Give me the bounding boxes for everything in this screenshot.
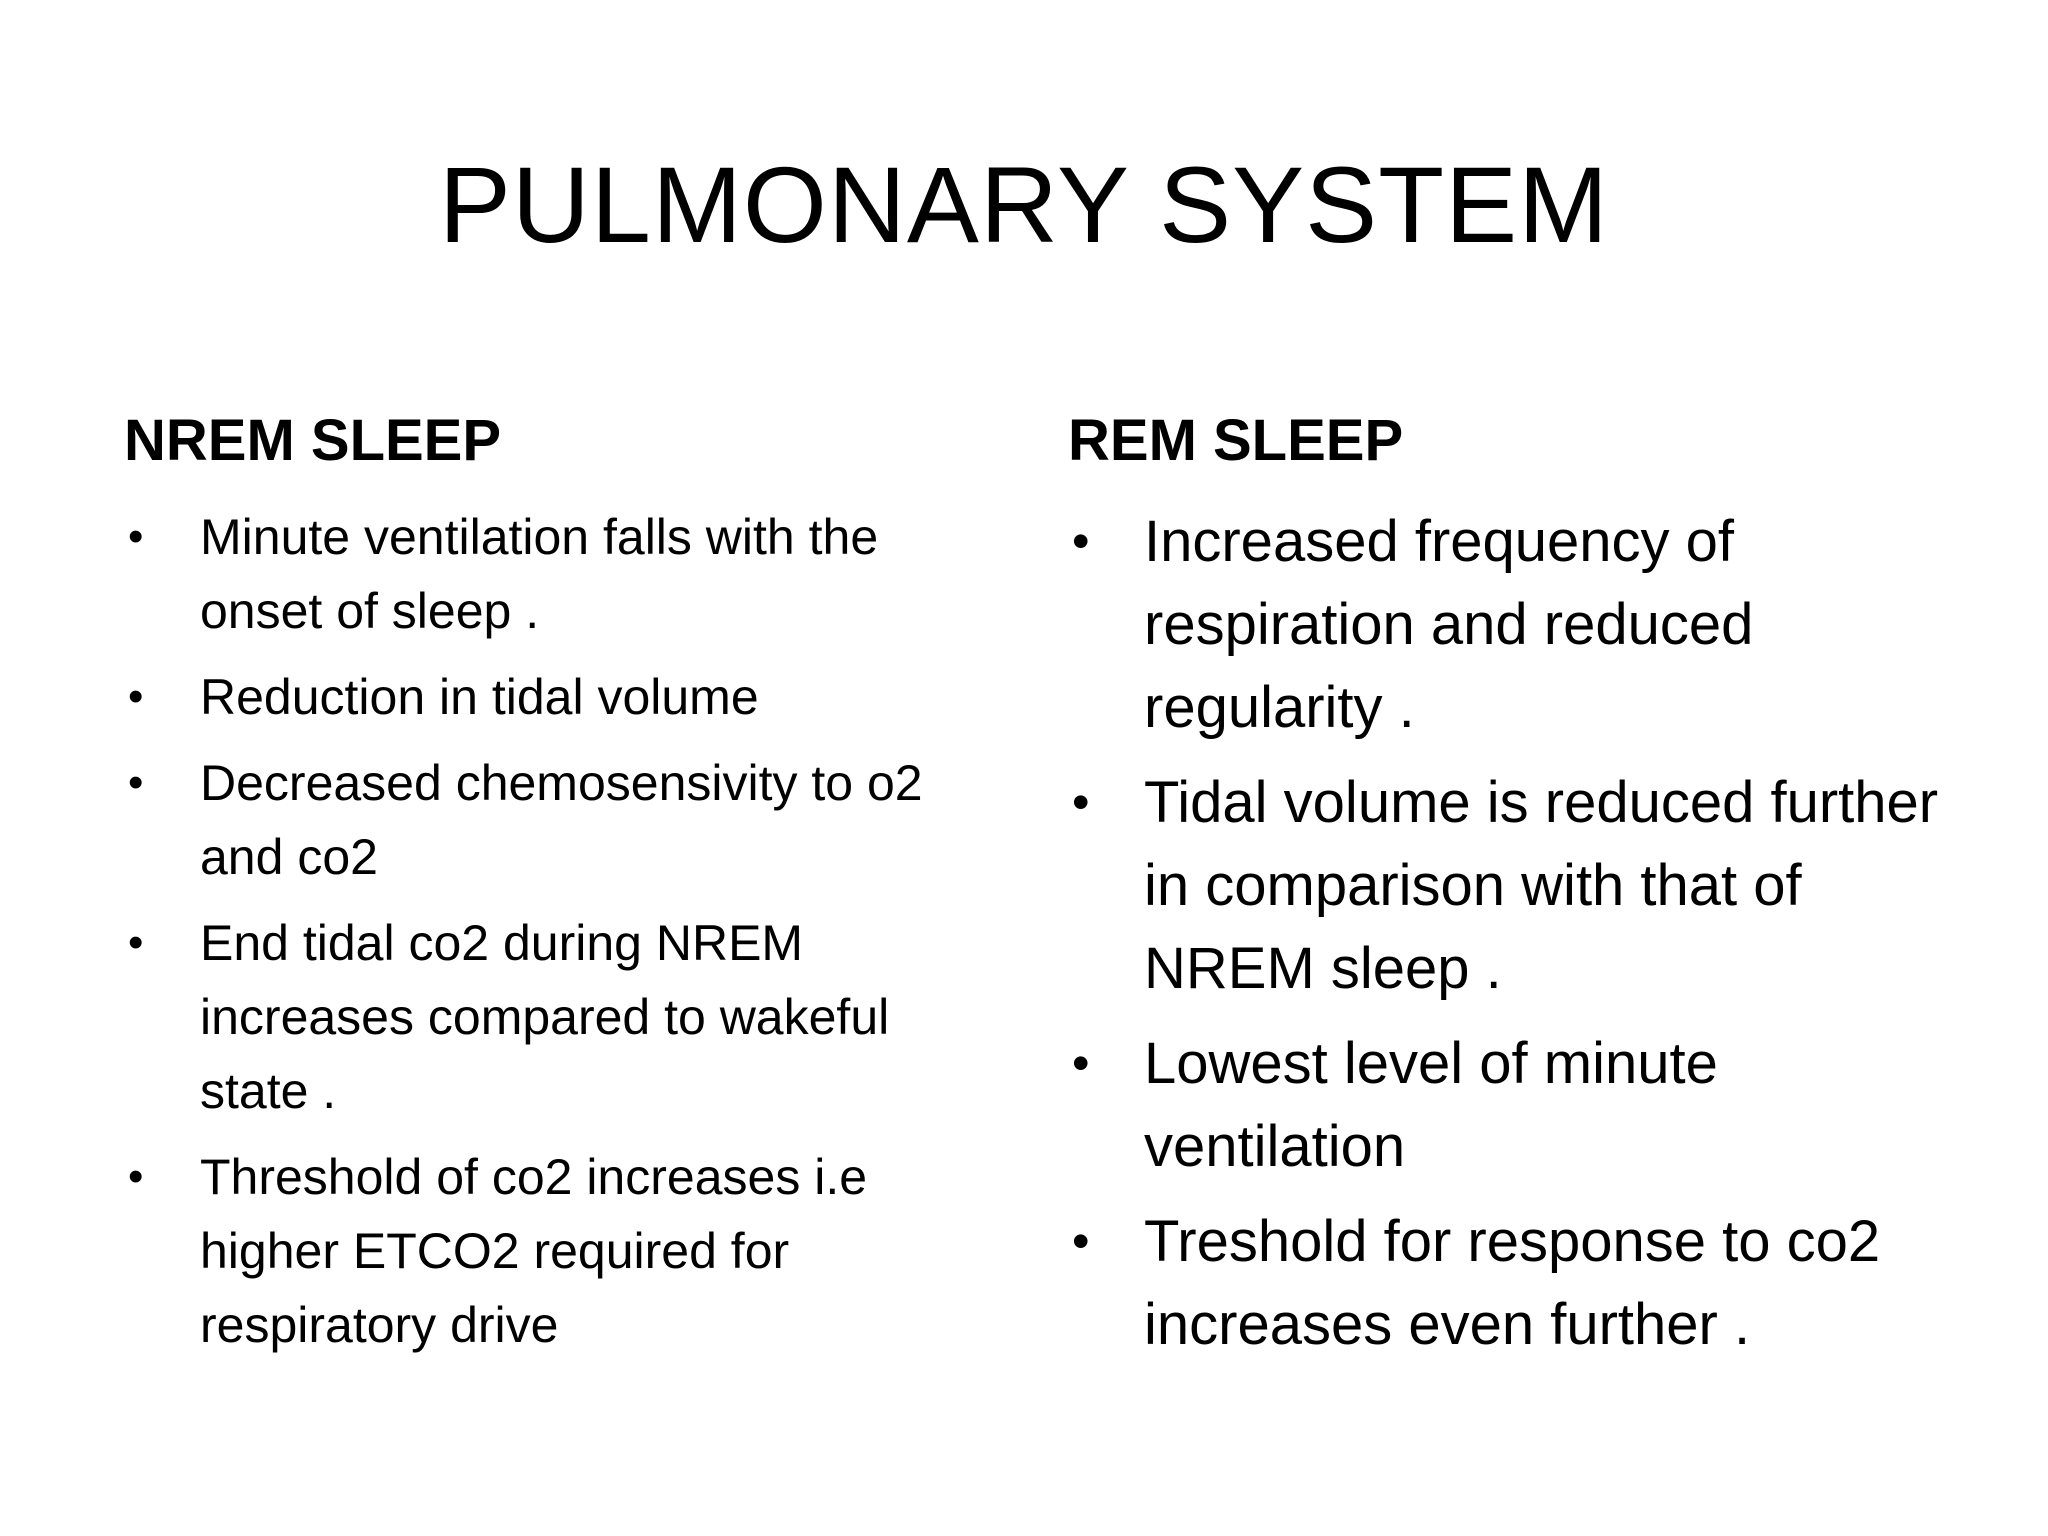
nrem-heading: NREM SLEEP [124,408,502,473]
list-item [1068,1200,1988,1366]
bullet-icon: • [1072,774,1090,830]
bullet-text: Minute ventilation falls with the onset of sleep . [200,509,879,639]
bullet-icon: • [1072,1035,1090,1091]
bullet-text: Lowest level of minute ventilation [1144,1031,1718,1179]
list-item [124,500,1004,648]
bullet-text: Decreased chemosensivity to o2 and co2 [200,755,923,885]
slide-title: PULMONARY SYSTEM [438,144,1610,265]
nrem-column [124,406,1004,1374]
bullet-text: Tidal volume is reduced further in comparison with that of NREM sleep . [1144,770,1939,1001]
bullet-text: Increased frequency of respiration and reduced regularity . [1144,509,1754,740]
bullet-icon: • [128,918,144,967]
bullet-text: Threshold of co2 increases i.e higher ETCO2 required for respiratory drive [200,1149,868,1353]
bullet-icon: • [128,672,144,721]
nrem-bullet-list [124,500,1004,1362]
list-item [124,660,1004,734]
bullet-text: Reduction in tidal volume [200,669,759,725]
list-item [124,746,1004,894]
list-item [1068,1022,1988,1188]
list-item [124,906,1004,1128]
bullet-icon: • [128,512,144,561]
bullet-icon: • [1072,1213,1090,1269]
rem-bullet-list [1068,500,1988,1366]
bullet-icon: • [128,758,144,807]
bullet-text: Treshold for response to co2 increases even further . [1144,1209,1881,1357]
bullet-icon: • [1072,513,1090,569]
bullet-text: End tidal co2 during NREM increases compared to wakeful state . [200,915,890,1119]
list-item [124,1140,1004,1362]
bullet-icon: • [128,1152,144,1201]
rem-column [1068,406,1988,1378]
list-item [1068,761,1988,1010]
rem-heading: REM SLEEP [1068,408,1404,473]
list-item [1068,500,1988,749]
